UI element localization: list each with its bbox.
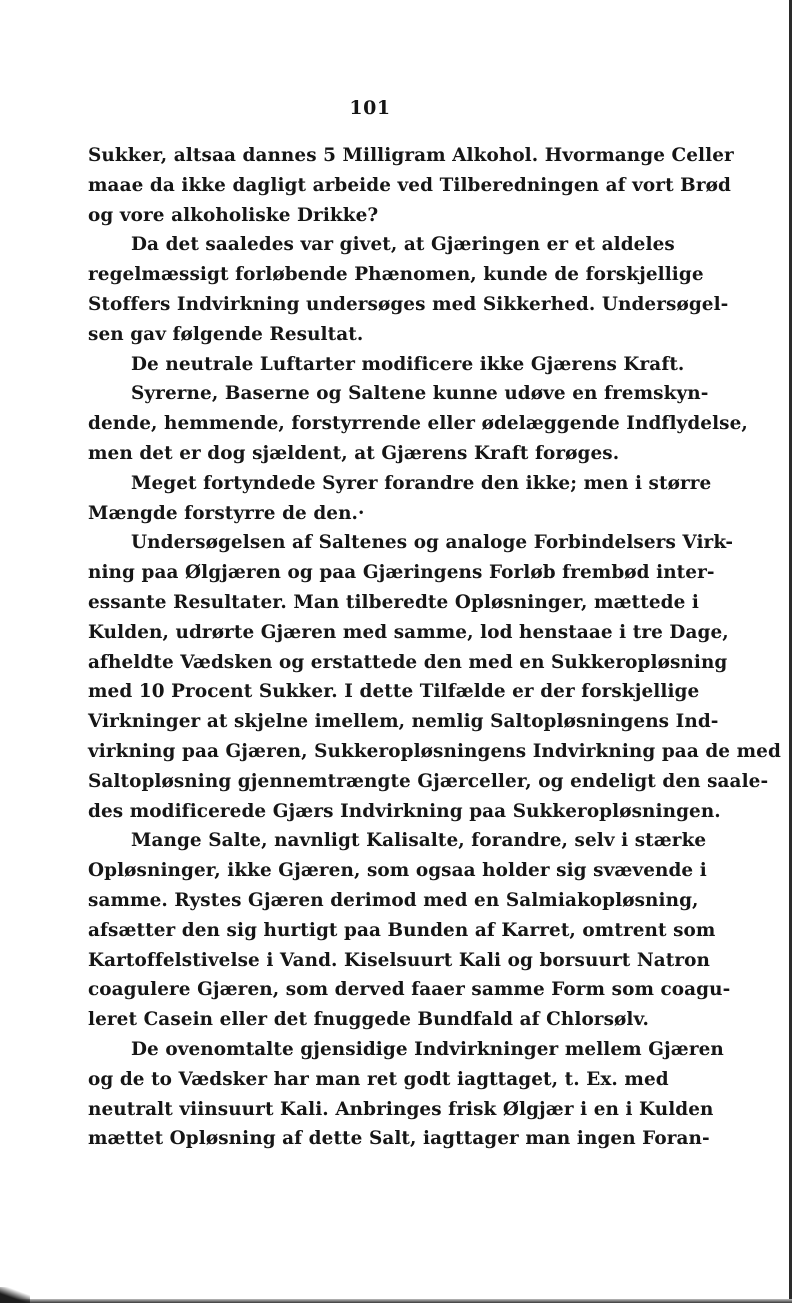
text-line: afheldte Vædsken og erstattede den med en Sukkeropløsning [88, 651, 728, 673]
text-line: Opløsninger, ikke Gjæren, som ogsaa holder sig svævende i [88, 860, 707, 882]
text-line: Saltopløsning gjennemtrængte Gjærceller, og endeligt den saale- [88, 770, 769, 792]
text-line: des modificerede Gjærs Indvirkning paa Sukkeropløsningen. [88, 800, 721, 822]
page-number: 101 [349, 97, 391, 119]
text-line: essante Resultater. Man tilberedte Opløsninger, mættede i [88, 591, 699, 613]
text-line: leret Casein eller det fnuggede Bundfald af Chlorsølv. [88, 1009, 649, 1031]
paragraph-first-line: De ovenomtalte gjensidige Indvirkninger mellem Gjæren [131, 1038, 724, 1060]
paragraph-first-line: Mange Salte, navnligt Kalisalte, forandre, selv i stærke [131, 830, 707, 852]
text-line: med 10 Procent Sukker. I dette Tilfælde er der forskjellige [88, 681, 700, 703]
text-line: Sukker, altsaa dannes 5 Milligram Alkohol. Hvormange Celler [88, 145, 734, 166]
paragraph-first-line: Da det saaledes var givet, at Gjæringen er et aldeles [131, 234, 675, 256]
text-line: Mængde forstyrre de den.· [88, 502, 365, 524]
text-line: Virkninger at skjelne imellem, nemlig Saltopløsningens Ind- [88, 711, 719, 733]
paragraph-first-line: Undersøgelsen af Saltenes og analoge Forbindelsers Virk- [131, 532, 734, 554]
text-line: Kartoffelstivelse i Vand. Kiselsuurt Kali og borsuurt Natron [88, 949, 710, 971]
text-line: men det er dog sjældent, at Gjærens Kraft forøges. [88, 442, 620, 464]
body-text [88, 141, 781, 1154]
text-line: Stoffers Indvirkning undersøges med Sikkerhed. Undersøgel- [88, 293, 729, 315]
text-line: sen gav følgende Resultat. [88, 323, 364, 345]
text-line: og de to Vædsker har man ret godt iagttaget, t. Ex. med [88, 1068, 669, 1090]
text-line: virkning paa Gjæren, Sukkeropløsningens Indvirkning paa de med [88, 740, 781, 762]
text-line: samme. Rystes Gjæren derimod med en Salmiakopløsning, [88, 889, 699, 911]
text-line: og vore alkoholiske Drikke? [88, 204, 379, 226]
text-line: afsætter den sig hurtigt paa Bunden af Karret, omtrent som [88, 919, 716, 941]
text-line: neutralt viinsuurt Kali. Anbringes frisk Ølgjær i en i Kulden [88, 1098, 714, 1120]
text-line: dende, hemmende, forstyrrende eller ødelæggende Indflydelse, [88, 413, 748, 435]
text-line: ning paa Ølgjæren og paa Gjæringens Forløb frembød inter- [88, 562, 715, 584]
paragraph-first-line: Syrerne, Baserne og Saltene kunne udøve en fremskyn- [131, 383, 709, 405]
scan-corner-shadow [0, 1287, 30, 1303]
text-line: coagulere Gjæren, som derved faaer samme Form som coagu- [88, 979, 731, 1001]
text-line: Kulden, udrørte Gjæren med samme, lod henstaae i tre Dage, [88, 621, 729, 643]
text-line: mættet Opløsning af dette Salt, iagttager man ingen Foran- [88, 1128, 710, 1150]
scan-edge-bottom [0, 1299, 792, 1303]
text-line: regelmæssigt forløbende Phænomen, kunde de forskjellige [88, 264, 704, 286]
paragraph-first-line: De neutrale Luftarter modificere ikke Gjærens Kraft. [131, 353, 685, 375]
text-line: maae da ikke dagligt arbeide ved Tilberedningen af vort Brød [88, 174, 731, 196]
paragraph-first-line: Meget fortyndede Syrer forandre den ikke; men i større [131, 472, 712, 494]
